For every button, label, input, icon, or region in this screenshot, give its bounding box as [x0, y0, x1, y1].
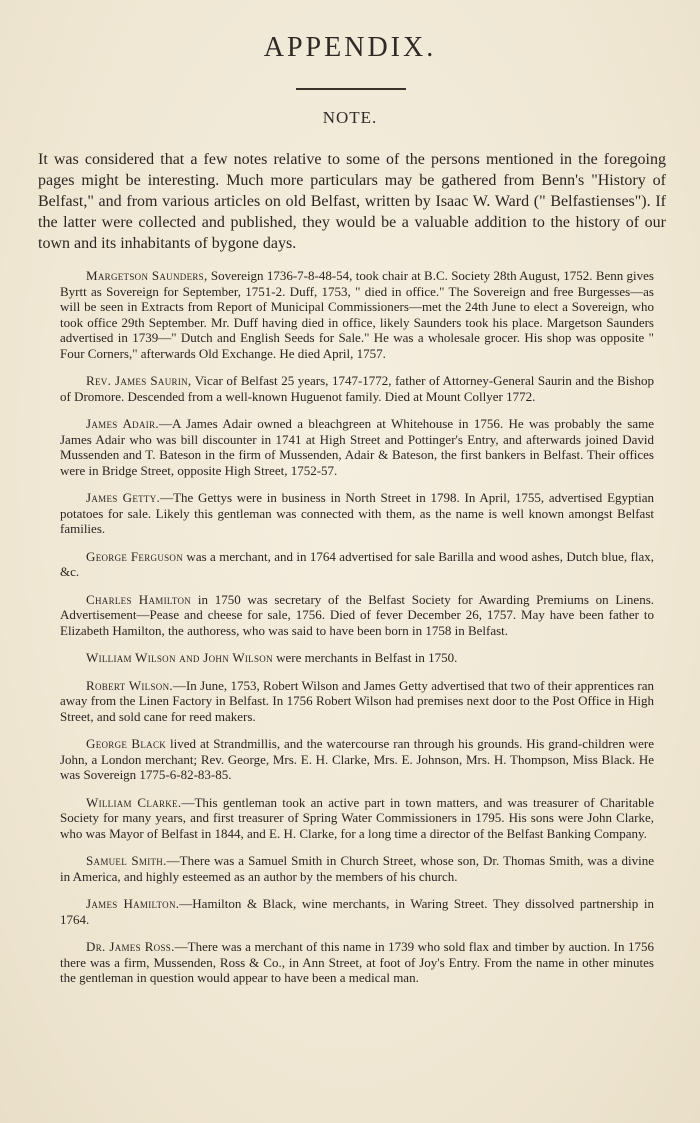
entries-list	[60, 268, 654, 998]
entry-text: —There was a Samuel Smith in Church Street, whose son, Dr. Thomas Smith, was a divine in America, and highly esteemed as an author by the members of his church.	[60, 853, 655, 884]
entry-name: Dr. James Ross.	[86, 939, 175, 954]
entry-name: James Adair.	[86, 416, 159, 431]
entry	[60, 853, 654, 884]
intro-paragraph: It was considered that a few notes relative to some of the persons mentioned in the foregoing pages might be interesting. Much more particulars may be gathered from Benn's "History of Belfast," and from various articles on old Belfast, written by Isaac W. Ward (" Belfastienses"). If the latter were collected and published, they would be a valuable addition to the history of our town and its inhabitants of bygone days.	[38, 151, 666, 252]
entry-name: William Clarke.	[86, 794, 182, 810]
entry-text: were merchants in Belfast in 1750.	[272, 650, 458, 665]
entry	[60, 373, 654, 404]
entry	[60, 490, 654, 537]
entry-text: was a merchant, and in 1764 advertised for sale Barilla and wood ashes, Dutch blue, flax, &c.	[60, 548, 655, 579]
entry-name: James Hamilton.	[86, 896, 180, 911]
entry	[60, 795, 654, 842]
entry-text: —Hamilton & Black, wine merchants, in Waring Street. They dissolved partnership in 1764.	[60, 896, 654, 927]
entry	[60, 416, 654, 478]
entry-name: George Ferguson	[86, 548, 184, 564]
entry	[60, 268, 654, 361]
entry-text: Sovereign 1736-7-8-48-54, took chair at B.C. Society 28th August, 1752. Benn gives Byrtt as Sovereign for September, 1751-2. Duff, 1753, " died in office." The Sovereign and free Burgesses—as will be seen in Extracts from Report of Municipal Commissioners—met the 24th June to elect a Sovereign, who took office 29th September. Mr. Duff having died in office, likely Saunders took his place. Margetson Saunders advertised in 1739—" Dutch and English Seeds for Sale." He was a wholesale grocer. His shop was opposite " Four Corners," afterwards Old Exchange. He died April, 1757.	[60, 268, 654, 361]
entry-name: James Getty.	[86, 490, 161, 505]
entry-name: Rev. James Saurin,	[86, 373, 192, 388]
entry	[60, 939, 654, 986]
entry	[60, 896, 654, 927]
entry-name: Margetson Saunders,	[86, 268, 208, 283]
entry-text: —There was a merchant of this name in 1739 who sold flax and timber by auction. In 1756 there was a firm, Mussenden, Ross & Co., in Ann Street, at foot of Joy's Entry. From the name in other minutes the gentleman in question would appear to have been a medical man.	[60, 939, 654, 985]
entry-text: lived at Strandmillis, and the watercourse ran through his grounds. His grand-children were John, a London merchant; Rev. George, Mrs. E. H. Clarke, Mrs. E. Johnson, Mrs. H. Thompson, Miss Black. He was Sovereign 1775-6-82-83-85.	[60, 736, 654, 782]
page-heading: APPENDIX.	[263, 32, 437, 63]
entry-text: —The Gettys were in business in North Street in 1798. In April, 1755, advertised Egyptian potatoes for sale. Likely this gentleman was connected with them, as the name is well known amongst Belfast families.	[60, 490, 654, 536]
entry	[60, 549, 654, 580]
entry-text: Vicar of Belfast 25 years, 1747-1772, father of Attorney-General Saurin and the Bishop of Dromore. Descended from a well-known Huguenot family. Died at Mount Collyer 1772.	[60, 373, 654, 404]
entry-text: in 1750 was secretary of the Belfast Society for Awarding Premiums on Linens. Advertisement—Pease and cheese for sale, 1756. Died of fever December 26, 1757. May have been father to Elizabeth Hamilton, the authoress, who was said to have been born in 1758 in Belfast.	[60, 591, 654, 638]
entry	[60, 592, 654, 639]
entry-text: —A James Adair owned a bleachgreen at Whitehouse in 1756. He was probably the same James Adair who was bill discounter in 1741 at High Street and Pottinger's Entry, and afterwards joined David Mussenden and T. Bateson in the firm of Mussenden, Adair & Bateson, the first bankers in Belfast. Their offices were in Bridge Street, opposite High Street, 1752-57.	[60, 416, 654, 478]
entry-name: George Black	[86, 736, 167, 751]
entry	[60, 678, 654, 725]
entry	[60, 650, 654, 666]
entry-name: Robert Wilson.	[86, 677, 173, 693]
entry-name: Samuel Smith.	[86, 853, 167, 868]
entry-text: —In June, 1753, Robert Wilson and James Getty advertised that two of their apprentices ran away from the Linen Factory in Belfast. In 1756 Robert Wilson had premises next door to the Post Office in High Street, and sold cane for reed makers.	[60, 677, 654, 724]
entry-name: William Wilson and John Wilson	[86, 650, 273, 665]
entry-text: —This gentleman took an active part in town matters, and was treasurer of Charitable Society for many years, and first treasurer of Spring Water Commissioners in 1795. His sons were John Clarke, who was Mayor of Belfast in 1844, and E. H. Clarke, for a long time a director of the Belfast Banking Company.	[60, 794, 654, 841]
entry-name: Charles Hamilton	[86, 591, 192, 607]
heading-rule	[296, 88, 406, 90]
note-title: NOTE.	[322, 108, 378, 127]
entry	[60, 736, 654, 783]
